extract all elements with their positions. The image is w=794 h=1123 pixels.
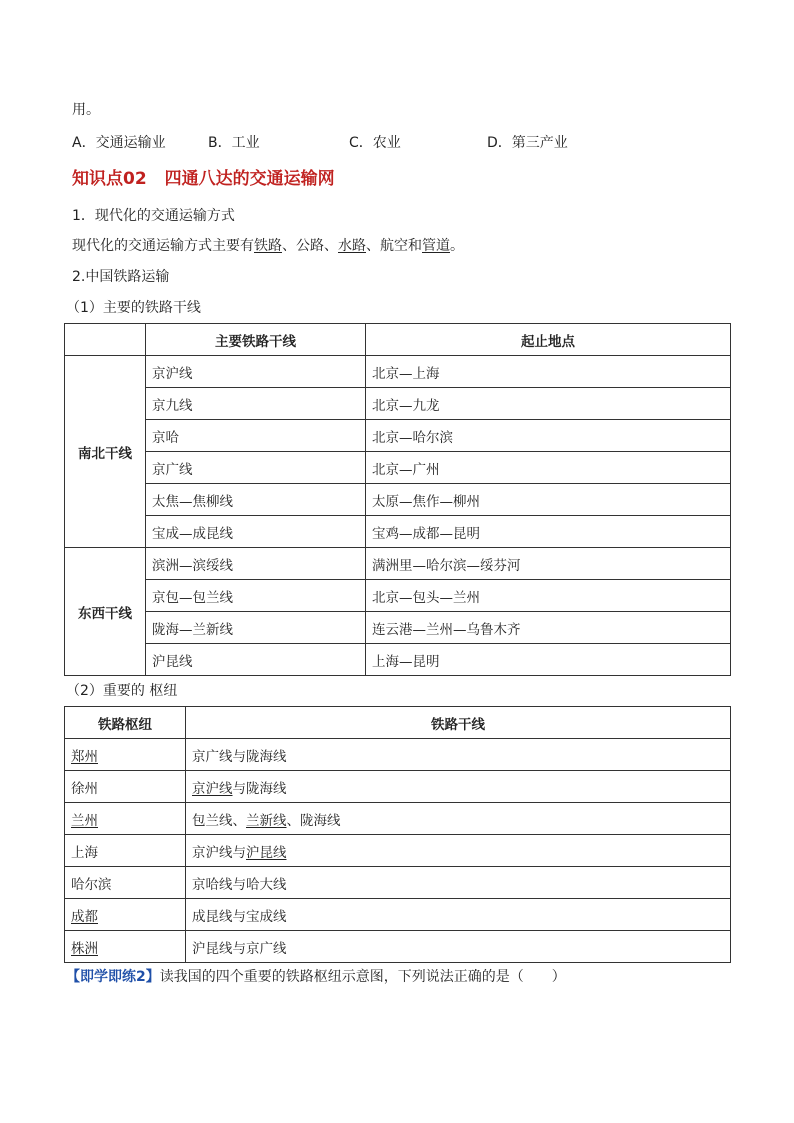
hub-name bbox=[65, 899, 186, 931]
hub-lines bbox=[186, 835, 731, 867]
line-route: 北京—包头—兰州 bbox=[366, 580, 731, 612]
hub-lines-text: 沪昆线与京广线 bbox=[192, 940, 287, 957]
hub-name bbox=[65, 739, 186, 771]
line-route: 上海—昆明 bbox=[366, 644, 731, 676]
hub-lines-text: 与陇海线 bbox=[232, 780, 287, 797]
sentence-part: 、航空和 bbox=[366, 238, 422, 254]
option-c[interactable]: C．农业 bbox=[349, 135, 401, 151]
header-cell-empty bbox=[65, 324, 146, 356]
table-header-row bbox=[65, 324, 731, 356]
table-row bbox=[65, 356, 731, 388]
hub-label: 成都 bbox=[71, 908, 98, 925]
table-row bbox=[65, 612, 731, 644]
hub-label: 郑州 bbox=[71, 748, 98, 765]
table-row bbox=[65, 931, 731, 963]
hub-lines bbox=[186, 771, 731, 803]
hub-lines bbox=[186, 899, 731, 931]
line-name: 沪昆线 bbox=[146, 644, 366, 676]
sentence-end: 。 bbox=[450, 238, 464, 254]
header-cell: 主要铁路干线 bbox=[146, 324, 366, 356]
hub-name bbox=[65, 867, 186, 899]
table-row bbox=[65, 867, 731, 899]
hub-name bbox=[65, 931, 186, 963]
hub-lines-text: 成昆线与宝成线 bbox=[192, 908, 287, 925]
transport-modes-sentence bbox=[72, 236, 464, 256]
practice-tag: 【即学即练2】 bbox=[66, 969, 160, 985]
hub-name bbox=[65, 835, 186, 867]
hub-label: 兰州 bbox=[71, 812, 98, 829]
section-title bbox=[72, 169, 335, 189]
hub-label: 株洲 bbox=[71, 940, 98, 957]
keyword-waterway: 水路 bbox=[338, 238, 366, 254]
line-name: 宝成—成昆线 bbox=[146, 516, 366, 548]
table-row bbox=[65, 452, 731, 484]
subsection-1-title: 1．现代化的交通运输方式 bbox=[72, 208, 235, 224]
line-route: 宝鸡—成都—昆明 bbox=[366, 516, 731, 548]
table-row bbox=[65, 484, 731, 516]
hub-lines bbox=[186, 803, 731, 835]
group-east-west: 东西干线 bbox=[65, 548, 146, 676]
table-row bbox=[65, 580, 731, 612]
option-a[interactable]: A．交通运输业 bbox=[72, 135, 166, 151]
line-name: 京包—包兰线 bbox=[146, 580, 366, 612]
table-header-row bbox=[65, 707, 731, 739]
sentence-part: 、公路、 bbox=[282, 238, 338, 254]
subsection-2-title: 2.中国铁路运输 bbox=[72, 269, 170, 285]
sentence-prefix: 现代化的交通运输方式主要有 bbox=[72, 238, 254, 254]
section-number: 知识点02 bbox=[72, 169, 147, 189]
table-row bbox=[65, 420, 731, 452]
section-text: 四通八达的交通运输网 bbox=[164, 169, 335, 189]
line-route: 连云港—兰州—乌鲁木齐 bbox=[366, 612, 731, 644]
hub-lines-text: 沪昆线 bbox=[246, 844, 287, 861]
hub-lines-text: 包兰线、 bbox=[192, 812, 246, 829]
railway-hubs-table bbox=[64, 706, 731, 963]
table2-caption: （2）重要的 枢纽 bbox=[66, 683, 178, 699]
line-route: 北京—广州 bbox=[366, 452, 731, 484]
hub-label: 徐州 bbox=[71, 780, 98, 797]
table-row bbox=[65, 803, 731, 835]
table-row bbox=[65, 388, 731, 420]
main-railway-lines-table bbox=[64, 323, 731, 676]
practice-text: 读我国的四个重要的铁路枢纽示意图，下列说法正确的是（ ） bbox=[159, 969, 566, 985]
table-row bbox=[65, 771, 731, 803]
table-row bbox=[65, 516, 731, 548]
line-name: 滨洲—滨绥线 bbox=[146, 548, 366, 580]
hub-lines bbox=[186, 739, 731, 771]
table-row bbox=[65, 548, 731, 580]
previous-question-tail: 用。 bbox=[72, 102, 100, 118]
line-route: 北京—上海 bbox=[366, 356, 731, 388]
hub-lines-text: 京沪线 bbox=[192, 780, 233, 797]
practice-question bbox=[66, 967, 566, 987]
hub-lines-text: 、陇海线 bbox=[286, 812, 341, 829]
table1-caption: （1）主要的铁路干线 bbox=[66, 300, 201, 316]
option-d[interactable]: D．第三产业 bbox=[487, 135, 568, 151]
header-cell: 铁路枢纽 bbox=[65, 707, 186, 739]
line-name: 京沪线 bbox=[146, 356, 366, 388]
keyword-pipeline: 管道 bbox=[422, 238, 450, 254]
hub-lines-text: 兰新线 bbox=[246, 812, 287, 829]
header-cell: 起止地点 bbox=[366, 324, 731, 356]
keyword-railway: 铁路 bbox=[254, 238, 282, 254]
group-north-south: 南北干线 bbox=[65, 356, 146, 548]
hub-lines-text: 京哈线与哈大线 bbox=[192, 876, 287, 893]
hub-lines bbox=[186, 931, 731, 963]
hub-lines-text: 京广线与陇海线 bbox=[192, 748, 287, 765]
header-cell: 铁路干线 bbox=[186, 707, 731, 739]
hub-name bbox=[65, 803, 186, 835]
table-row bbox=[65, 899, 731, 931]
table-row bbox=[65, 835, 731, 867]
line-name: 陇海—兰新线 bbox=[146, 612, 366, 644]
hub-lines-text: 京沪线与 bbox=[192, 844, 246, 861]
line-name: 京九线 bbox=[146, 388, 366, 420]
hub-label: 上海 bbox=[71, 844, 98, 861]
table-row bbox=[65, 739, 731, 771]
line-name: 京广线 bbox=[146, 452, 366, 484]
line-route: 满洲里—哈尔滨—绥芬河 bbox=[366, 548, 731, 580]
line-name: 京哈 bbox=[146, 420, 366, 452]
table-row bbox=[65, 644, 731, 676]
line-route: 太原—焦作—柳州 bbox=[366, 484, 731, 516]
line-name: 太焦—焦柳线 bbox=[146, 484, 366, 516]
hub-label: 哈尔滨 bbox=[71, 876, 112, 893]
line-route: 北京—九龙 bbox=[366, 388, 731, 420]
line-route: 北京—哈尔滨 bbox=[366, 420, 731, 452]
hub-name bbox=[65, 771, 186, 803]
hub-lines bbox=[186, 867, 731, 899]
option-b[interactable]: B．工业 bbox=[208, 135, 260, 151]
